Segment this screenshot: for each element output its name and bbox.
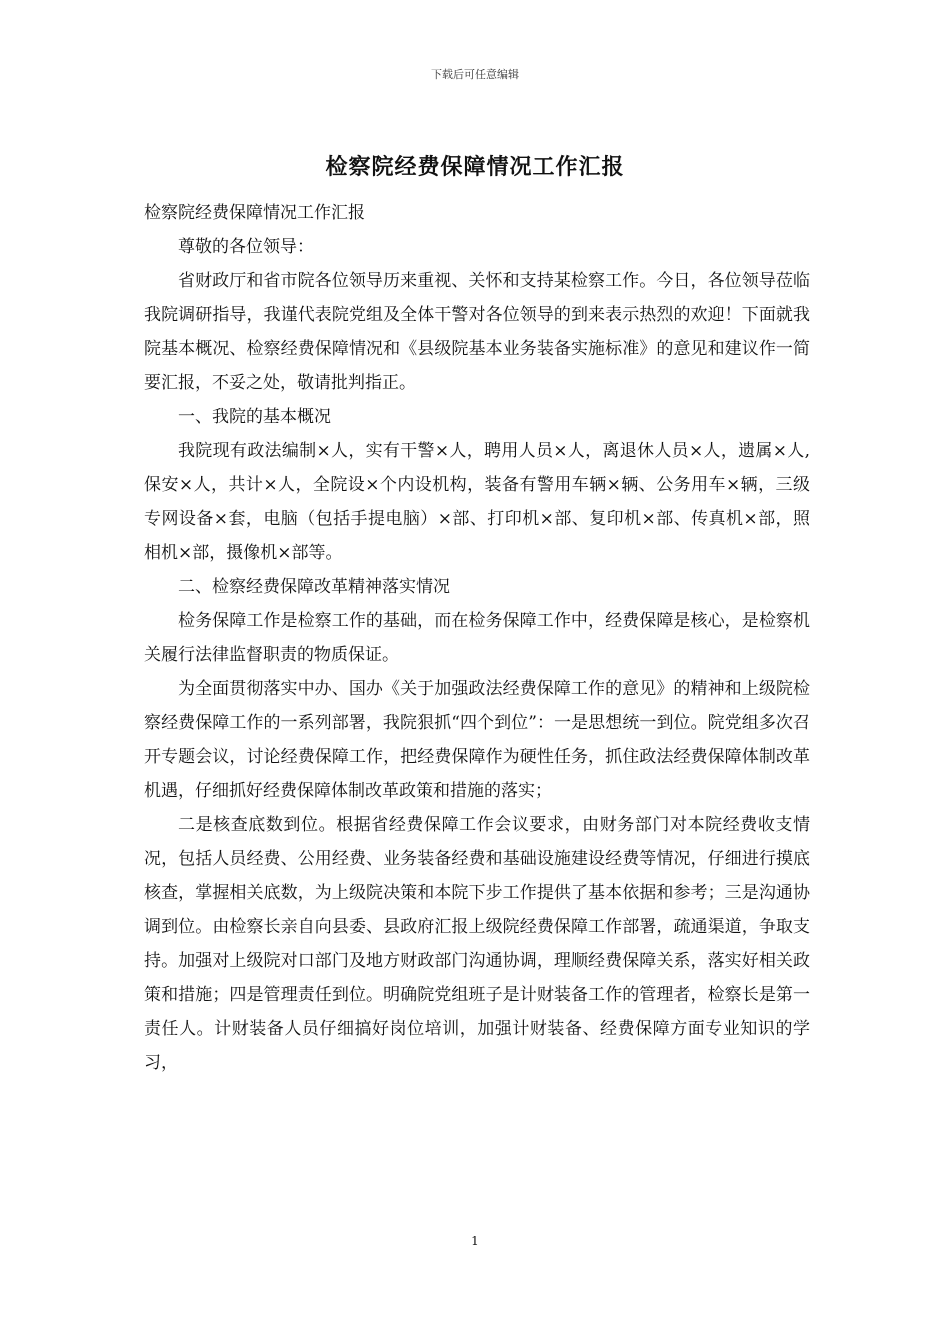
paragraph-four-measures: 为全面贯彻落实中办、国办《关于加强政法经费保障工作的意见》的精神和上级院检察经费保障工作的一系列部署，我院狠抓“四个到位”：一是思想统一到位。院党组多次召开专题会议，讨论经费保障工作，把经费保障作为硬性任务，抓住政法经费保障体制改革机遇，仔细抓好经费保障体制改革政策和措施的落实； (144, 679, 810, 801)
document-body (144, 196, 810, 1080)
paragraph-overview: 我院现有政法编制×人，实有干警×人，聘用人员×人，离退休人员×人，遗属×人,保安×人，共计×人，全院设×个内设机构，装备有警用车辆×辆、公务用车×辆，三级专网设备×套，电脑（包括手提电脑）×部、打印机×部、复印机×部、传真机×部，照相机×部，摄像机×部等。 (144, 441, 810, 563)
header-note: 下载后可任意编辑 (431, 68, 519, 81)
section-heading-1: 一、我院的基本概况 (178, 407, 331, 427)
section-heading-2: 二、检察经费保障改革精神落实情况 (178, 577, 450, 597)
paragraph-salutation: 尊敬的各位领导： (178, 237, 314, 257)
page-number: 1 (471, 1234, 479, 1248)
paragraph-subtitle: 检察院经费保障情况工作汇报 (144, 203, 365, 223)
document-title: 检察院经费保障情况工作汇报 (325, 154, 625, 180)
paragraph-introduction: 省财政厅和省市院各位领导历来重视、关怀和支持某检察工作。今日，各位领导莅临我院调研指导，我谨代表院党组及全体干警对各位领导的到来表示热烈的欢迎！下面就我院基本概况、检察经费保障情况和《县级院基本业务装备实施标准》的意见和建议作一简要汇报，不妥之处，敬请批判指正。 (144, 271, 810, 393)
paragraph-measures-continued: 二是核查底数到位。根据省经费保障工作会议要求，由财务部门对本院经费收支情况，包括人员经费、公用经费、业务装备经费和基础设施建设经费等情况，仔细进行摸底核查，掌握相关底数，为上级院决策和本院下步工作提供了基本依据和参考；三是沟通协调到位。由检察长亲自向县委、县政府汇报上级院经费保障工作部署，疏通渠道，争取支持。加强对上级院对口部门及地方财政部门沟通协调，理顺经费保障关系，落实好相关政策和措施；四是管理责任到位。明确院党组班子是计财装备工作的管理者，检察长是第一责任人。计财装备人员仔细搞好岗位培训，加强计财装备、经费保障方面专业知识的学习， (144, 815, 810, 1073)
paragraph-importance: 检务保障工作是检察工作的基础，而在检务保障工作中，经费保障是核心，是检察机关履行法律监督职责的物质保证。 (144, 611, 810, 665)
